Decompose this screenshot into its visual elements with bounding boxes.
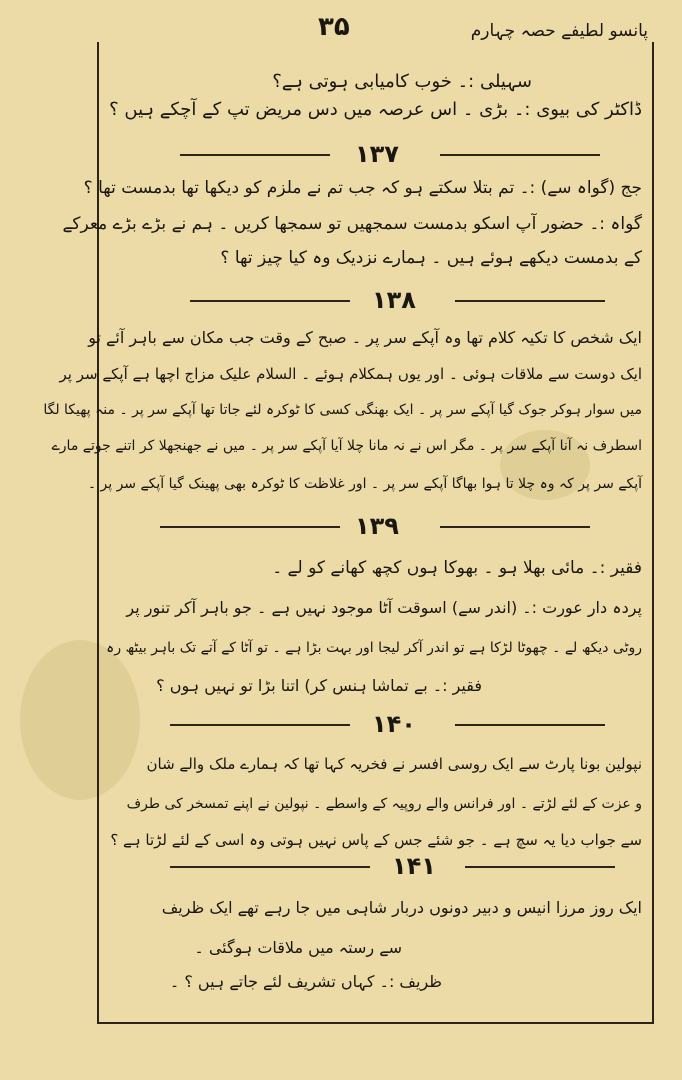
text-line: اسطرف نہ آنا آپکے سر پر ۔ مگر اس نے نہ مانا چلا آیا آپکے سر پر ۔ میں نے جھنجھلا کر اتنے جوتے مارے (51, 438, 642, 454)
joke-separator (110, 852, 630, 880)
joke-separator (110, 512, 630, 540)
text-line: گواہ :۔ حضور آپ اسکو بدمست سمجھیں تو سمجھا کریں ۔ ہم نے بڑے بڑے معرکے (62, 214, 642, 234)
text-line: آپکے سر پر کہ وہ چلا تا ہوا بھاگا آپکے سر پر ۔ اور غلاظت کا ٹوکرہ بھی پھینک گیا آپکے سر پر ۔ (87, 476, 642, 492)
text-line: کے بدمست دیکھے ہوئے ہیں ۔ ہمارے نزدیک وہ کیا چیز تھا ؟ (220, 248, 642, 268)
text-line: سے رستہ میں ملاقات ہوگئی ۔ (194, 938, 402, 957)
joke-number: ۱۴۰ (372, 710, 416, 738)
text-line: ایک شخص کا تکیہ کلام تھا وہ آپکے سر پر ۔ صبح کے وقت جب مکان سے باہر آئے تو (88, 328, 642, 347)
joke-number: ۱۳۹ (355, 512, 399, 540)
separator-rule (170, 866, 370, 868)
text-line: ڈاکٹر کی بیوی :۔ بڑی ۔ اس عرصہ میں دس مریض تپ کے آچکے ہیں ؟ (109, 99, 642, 120)
separator-rule (455, 724, 605, 726)
text-line: سے جواب دیا یہ سچ ہے ۔ جو شئے جس کے پاس نہیں ہوتی وہ اسی کے لئے لڑتا ہے ؟ (110, 831, 642, 849)
text-line: پردہ دار عورت :۔ (اندر سے) اسوقت آٹا موجود نہیں ہے ۔ جو باہر آکر تنور پر (126, 598, 642, 617)
separator-rule (160, 526, 340, 528)
text-line: جج (گواہ سے) :۔ تم بتلا سکتے ہو کہ جب تم نے ملزم کو دیکھا تھا بدمست تھا ؟ (83, 178, 642, 198)
joke-separator (110, 286, 630, 314)
separator-rule (455, 300, 605, 302)
separator-rule (440, 526, 590, 528)
text-line: ایک روز مرزا انیس و دبیر دونوں دربار شاہی میں جا رہے تھے ایک ظریف (161, 898, 642, 917)
separator-rule (170, 724, 350, 726)
separator-rule (440, 154, 600, 156)
text-line: نپولین بونا پارٹ سے ایک روسی افسر نے فخریہ کہا تھا کہ ہمارے ملک والے شان (146, 755, 642, 773)
text-line: فقیر :۔ بے تماشا ہنس کر) اتنا بڑا تو نہیں ہوں ؟ (156, 676, 482, 695)
text-line: میں سوار ہوکر جوک گیا آپکے سر پر ۔ ایک بھنگی کسی کا ٹوکرہ لئے جاتا تھا آپکے سر پر ۔ منہ پھیکا لگا (43, 402, 642, 418)
running-head: پانسو لطیفے حصہ چہارم (470, 21, 648, 41)
page-number: ۳۵ (318, 12, 350, 42)
joke-number: ۱۳۸ (372, 286, 416, 314)
joke-separator (110, 710, 630, 738)
joke-number: ۱۴۱ (392, 852, 436, 880)
joke-separator (150, 140, 620, 168)
separator-rule (190, 300, 350, 302)
text-line: روٹی دیکھ لے ۔ چھوٹا لڑکا ہے تو اندر آکر لیجا اور بہت بڑا ہے ۔ تو آٹا کے آتے تک باہر بیٹھ رہ (106, 640, 642, 656)
text-line: سہیلی :۔ خوب کامیابی ہوتی ہے؟ (272, 71, 532, 92)
text-line: و عزت کے لئے لڑتے ۔ اور فرانس والے روپیہ کے واسطے ۔ نپولین نے اپنے تمسخر کی طرف (126, 796, 642, 812)
separator-rule (465, 866, 615, 868)
separator-rule (180, 154, 330, 156)
text-line: فقیر :۔ مائی بھلا ہو ۔ بھوکا ہوں کچھ کھانے کو لے ۔ (272, 558, 642, 578)
joke-number: ۱۳۷ (355, 140, 399, 168)
text-line: ظریف :۔ کہاں تشریف لئے جاتے ہیں ؟ ۔ (169, 972, 442, 991)
text-line: ایک دوست سے ملاقات ہوئی ۔ اور یوں ہمکلام ہوئے ۔ السلام علیک مزاج اچھا ہے آپکے سر پر (59, 365, 642, 383)
